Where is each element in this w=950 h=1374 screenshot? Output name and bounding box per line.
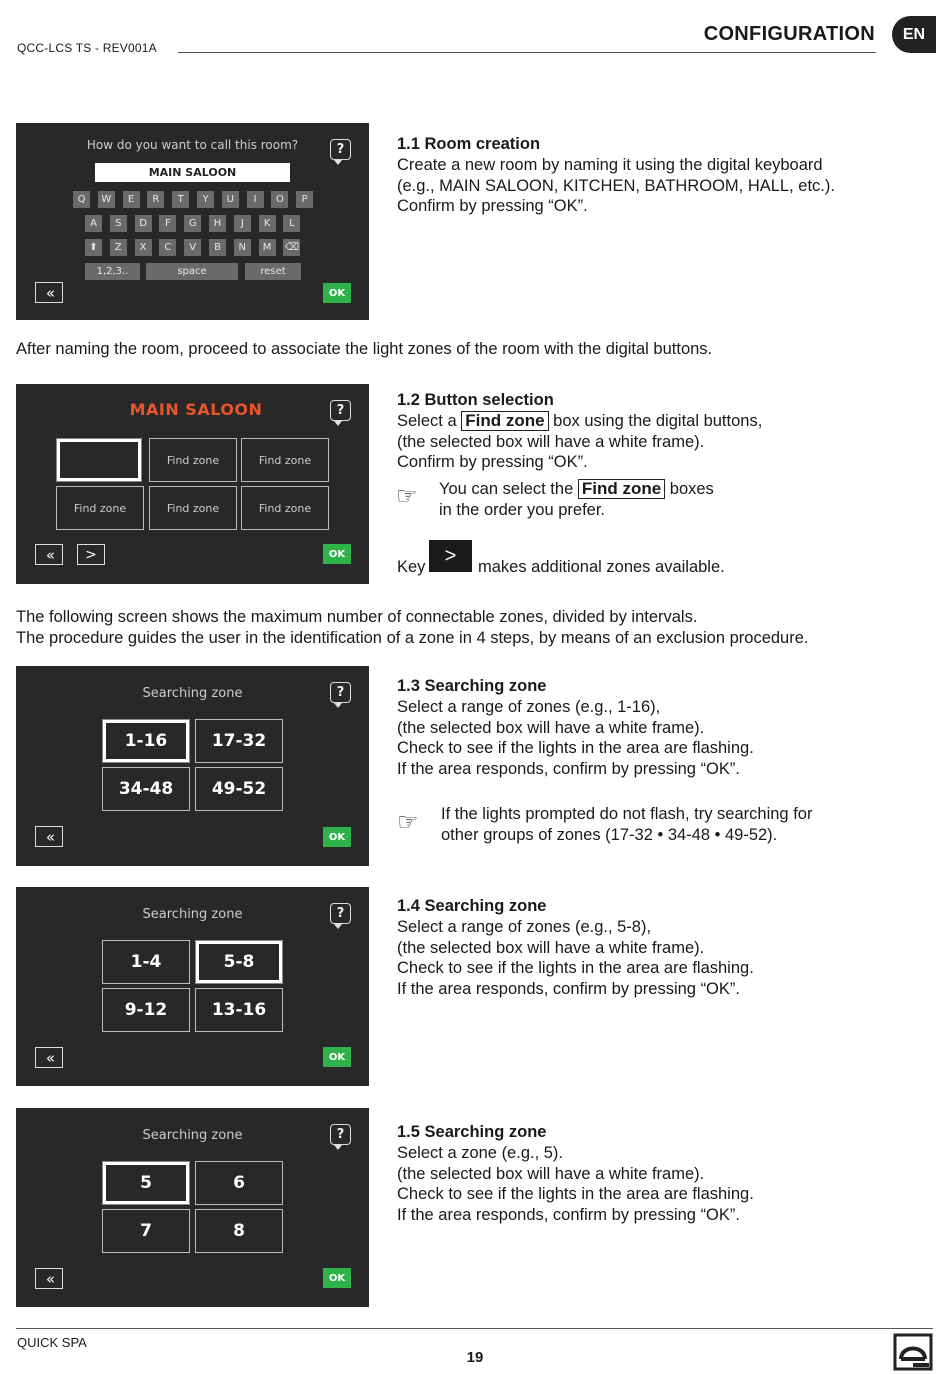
screen-title: Searching zone — [142, 907, 243, 922]
body-line: (e.g., MAIN SALOON, KITCHEN, BATHROOM, HALL, etc.). — [397, 176, 835, 195]
company-name: QUICK SPA — [17, 1335, 87, 1350]
next-key-icon: > — [429, 540, 472, 572]
keyboard-key[interactable]: C — [159, 239, 176, 256]
section-heading: 1.2 Button selection — [397, 391, 554, 409]
body-line: Create a new room by naming it using the digital keyboard — [397, 155, 823, 174]
section-1-2 — [397, 390, 762, 473]
keyboard-key[interactable]: W — [98, 191, 115, 208]
document-code: QCC-LCS TS - REV001A — [17, 41, 157, 55]
find-zone-button[interactable]: Find zone — [56, 486, 144, 530]
key-description: makes additional zones available. — [478, 558, 725, 576]
searching-zone-screen-3 — [16, 1108, 369, 1307]
help-icon[interactable]: ? — [330, 903, 351, 924]
body-line: If the area responds, confirm by pressing “OK”. — [397, 980, 740, 999]
section-1-1 — [397, 134, 835, 217]
button-selection-screen — [16, 384, 369, 584]
footer-divider — [16, 1328, 933, 1329]
keyboard-key[interactable]: N — [234, 239, 251, 256]
zone-range-selected[interactable]: 5-8 — [196, 941, 282, 983]
keyboard-key[interactable]: X — [135, 239, 152, 256]
section-heading: 1.1 Room creation — [397, 135, 541, 153]
zone-range-button[interactable]: 9-12 — [102, 988, 190, 1032]
body-line: Select a zone (e.g., 5). — [397, 1143, 564, 1162]
note-text: You can select the — [439, 480, 574, 498]
body-line: Check to see if the lights in the area are flashing. — [397, 959, 754, 978]
keyboard-key[interactable]: Z — [110, 239, 127, 256]
keyboard-key[interactable]: R — [147, 191, 164, 208]
note-line: in the order you prefer. — [439, 500, 606, 519]
find-zone-label: Find zone — [578, 479, 665, 499]
keyboard-key[interactable]: I — [247, 191, 264, 208]
keyboard-key[interactable]: Q — [73, 191, 90, 208]
find-zone-button[interactable]: Find zone — [149, 486, 237, 530]
zone-range-button[interactable]: 49-52 — [195, 767, 283, 811]
keyboard-key[interactable]: G — [184, 215, 201, 232]
paragraph-line: The procedure guides the user in the identification of a zone in 4 steps, by means of an exclusion procedure. — [16, 628, 809, 647]
body-line: If the area responds, confirm by pressing “OK”. — [397, 760, 740, 779]
numbers-key[interactable]: 1,2,3.. — [85, 263, 140, 280]
paragraph-line: The following screen shows the maximum number of connectable zones, divided by intervals. — [16, 608, 698, 626]
pointing-hand-icon: ☞ — [397, 809, 419, 836]
keyboard-key[interactable]: T — [172, 191, 189, 208]
ok-button[interactable]: OK — [323, 827, 351, 847]
body-line: (the selected box will have a white frame). — [397, 938, 705, 957]
back-button[interactable]: « — [35, 282, 63, 303]
ok-button[interactable]: OK — [323, 1047, 351, 1067]
space-key[interactable]: space — [146, 263, 238, 280]
keyboard-key[interactable]: D — [135, 215, 152, 232]
keyboard-key[interactable]: M — [259, 239, 276, 256]
header-divider — [178, 52, 876, 53]
keyboard-key[interactable]: ⬆ — [85, 239, 102, 256]
body-line: Check to see if the lights in the area are flashing. — [397, 1185, 754, 1204]
keyboard-key[interactable]: B — [209, 239, 226, 256]
help-icon[interactable]: ? — [330, 400, 351, 421]
section-heading: 1.5 Searching zone — [397, 1123, 547, 1141]
body-line: Confirm by pressing “OK”. — [397, 197, 588, 216]
body-line: Select a range of zones (e.g., 5-8), — [397, 917, 652, 936]
help-icon[interactable]: ? — [330, 1124, 351, 1145]
page-number: 19 — [466, 1349, 484, 1366]
procedure-paragraph — [16, 607, 808, 649]
note-line: other groups of zones (17-32 • 34-48 • 49-52). — [441, 825, 778, 844]
find-zone-button[interactable]: Find zone — [241, 438, 329, 482]
language-tab: EN — [892, 16, 936, 53]
body-line: Select a range of zones (e.g., 1-16), — [397, 697, 661, 716]
zone-range-selected[interactable]: 1-16 — [103, 720, 189, 762]
pointing-hand-icon: ☞ — [396, 483, 418, 510]
quick-logo-icon — [893, 1333, 933, 1371]
section-1-5 — [397, 1122, 754, 1226]
body-line: Confirm by pressing “OK”. — [397, 453, 588, 472]
keyboard-key[interactable]: H — [209, 215, 226, 232]
note-text: boxes — [669, 480, 714, 498]
ok-button[interactable]: OK — [323, 283, 351, 303]
zone-range-button[interactable]: 13-16 — [195, 988, 283, 1032]
keyboard-key[interactable]: K — [259, 215, 276, 232]
screen-prompt: How do you want to call this room? — [86, 138, 299, 152]
section-title: CONFIGURATION — [703, 23, 875, 45]
zone-button[interactable]: 8 — [195, 1209, 283, 1253]
back-button[interactable]: « — [35, 826, 63, 847]
keyboard-key[interactable]: L — [283, 215, 300, 232]
zone-range-button[interactable]: 34-48 — [102, 767, 190, 811]
back-button[interactable]: « — [35, 1268, 63, 1289]
find-zone-button[interactable]: Find zone — [149, 438, 237, 482]
selection-note — [439, 479, 714, 521]
find-zone-label: Find zone — [461, 411, 548, 431]
zone-range-button[interactable]: 1-4 — [102, 940, 190, 984]
section-heading: 1.3 Searching zone — [397, 677, 547, 695]
zone-button-selected[interactable] — [57, 439, 141, 481]
section-1-4 — [397, 896, 754, 1000]
keyboard-key[interactable]: ⌫ — [283, 239, 300, 256]
keyboard-key[interactable]: Y — [197, 191, 214, 208]
keyboard-key[interactable]: S — [110, 215, 127, 232]
zone-button[interactable]: 6 — [195, 1161, 283, 1205]
screen-title: Searching zone — [142, 686, 243, 701]
note-line: If the lights prompted do not flash, try searching for — [441, 805, 813, 823]
body-text: Select a — [397, 411, 457, 430]
back-button[interactable]: « — [35, 1047, 63, 1068]
back-button[interactable]: « — [35, 544, 63, 565]
help-icon[interactable]: ? — [330, 682, 351, 703]
intro-paragraph: After naming the room, proceed to associate the light zones of the room with the digital buttons. — [16, 340, 713, 358]
room-name-input[interactable]: MAIN SALOON — [95, 163, 290, 182]
ok-button[interactable]: OK — [323, 544, 351, 564]
reset-key[interactable]: reset — [245, 263, 301, 280]
keyboard-key[interactable]: U — [222, 191, 239, 208]
zone-range-button[interactable]: 17-32 — [195, 719, 283, 763]
keyboard-key[interactable]: A — [85, 215, 102, 232]
zone-button[interactable]: 7 — [102, 1209, 190, 1253]
room-naming-screen — [16, 123, 369, 320]
searching-zone-screen-1 — [16, 666, 369, 866]
screen-title: Searching zone — [142, 1128, 243, 1143]
keyboard-key[interactable]: V — [184, 239, 201, 256]
keyboard-key[interactable]: O — [271, 191, 288, 208]
keyboard-key[interactable]: E — [123, 191, 140, 208]
section-heading: 1.4 Searching zone — [397, 897, 547, 915]
body-line: (the selected box will have a white frame). — [397, 718, 705, 737]
body-line: (the selected box will have a white frame). — [397, 1164, 705, 1183]
help-icon[interactable]: ? — [330, 139, 351, 160]
keyboard-key[interactable]: J — [234, 215, 251, 232]
keyboard-key[interactable]: P — [296, 191, 313, 208]
searching-zone-screen-2 — [16, 887, 369, 1086]
body-line: If the area responds, confirm by pressing “OK”. — [397, 1206, 740, 1225]
keyboard-key[interactable]: F — [159, 215, 176, 232]
body-line: (the selected box will have a white frame). — [397, 432, 705, 451]
body-line: Check to see if the lights in the area are flashing. — [397, 739, 754, 758]
search-note — [441, 804, 812, 846]
find-zone-button[interactable]: Find zone — [241, 486, 329, 530]
room-title: MAIN SALOON — [129, 400, 263, 419]
key-label: Key — [397, 558, 426, 576]
next-button[interactable]: > — [77, 544, 105, 565]
zone-button-selected[interactable]: 5 — [103, 1162, 189, 1204]
body-text: box using the digital buttons, — [553, 411, 763, 430]
ok-button[interactable]: OK — [323, 1268, 351, 1288]
section-1-3 — [397, 676, 754, 780]
